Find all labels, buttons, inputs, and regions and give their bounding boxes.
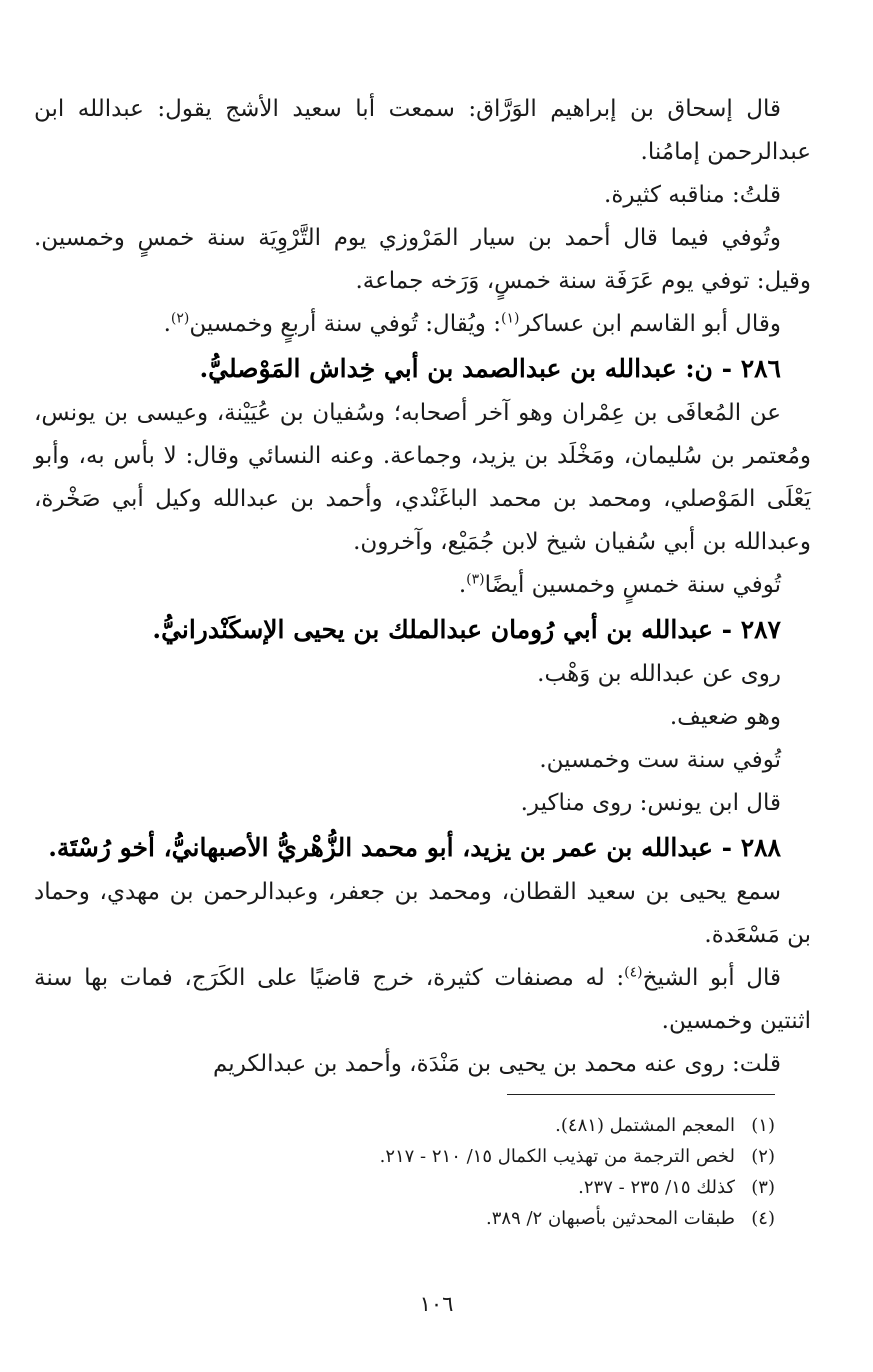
footnote-divider: [507, 1094, 775, 1095]
paragraph: تُوفي سنة ست وخمسين.: [539, 747, 781, 773]
footnote-ref: (١): [500, 310, 520, 327]
paragraph: تُوفي سنة خمسٍ وخمسين أيضًا$^{(٣)}$.: [458, 571, 781, 598]
paragraph: قلت: روى عنه محمد بن يحيى بن مَنْدَة، وأحمد بن عبدالكريم: [212, 1051, 781, 1077]
paragraph: عن المُعافَى بن عِمْران وهو آخر أصحابه؛ وسُفيان بن عُيَيْنة، وعيسى بن يونس، ومُعتمر بن سُليمان، ومَخْلَد بن يزيد، وجماعة. وعنه النسائي وقال: لا بأس به، وأبو يَعْلَى المَوْصلي، ومحمد بن محمد الباغَنْدي، وأحمد بن عبدالله وكيل أبي صَخْرة، وعبدالله بن أبي سُفيان شيخ لابن جُمَيْع، وآخرون.: [34, 400, 811, 555]
footnote: (٣)كذلك ١٥/ ٢٣٥ - ٢٣٧.: [578, 1177, 775, 1198]
paragraph: قال أبو الشيخ$^{(٤)}$: له مصنفات كثيرة، خرج قاضيًا على الكَرَج، فمات بها سنة اثنتين وخمسين.: [34, 964, 811, 1034]
footnote-ref: (٤): [624, 964, 643, 981]
paragraph: قال إسحاق بن إبراهيم الوَرَّاق: سمعت أبا سعيد الأشج يقول: عبدالله ابن عبدالرحمن إمامُنا.: [34, 96, 811, 165]
footnote: (٤)طبقات المحدثين بأصبهان ٢/ ٣٨٩.: [486, 1208, 775, 1229]
footnote-ref: (٢): [170, 310, 190, 327]
footnote-ref: (٣): [466, 571, 485, 588]
paragraph: روى عن عبدالله بن وَهْب.: [537, 661, 781, 687]
page-number: ١٠٦: [419, 1292, 454, 1316]
paragraph: وقال أبو القاسم ابن عساكر$^{(١)}$: ويُقال: تُوفي سنة أربعٍ وخمسين$^{(٢)}$.: [163, 310, 781, 337]
paragraph: قلتُ: مناقبه كثيرة.: [604, 182, 781, 208]
footnote: (١)المعجم المشتمل (٤٨١).: [555, 1115, 775, 1136]
paragraph: سمع يحيى بن سعيد القطان، ومحمد بن جعفر، وعبدالرحمن بن مهدي، وحماد بن مَسْعَدة.: [34, 879, 811, 948]
footnote: (٢)لخص الترجمة من تهذيب الكمال ١٥/ ٢١٠ - ٢١٧.: [379, 1146, 775, 1167]
entry-heading: ٢٨٦ - ن: عبدالله بن عبدالصمد بن أبي خِداش المَوْصليُّ.: [199, 354, 781, 383]
main-text: [34, 88, 811, 1086]
footnotes: [200, 1110, 775, 1234]
entry-heading: ٢٨٧ - عبدالله بن أبي رُومان عبدالملك بن يحيى الإسكَنْدرانيُّ.: [152, 615, 781, 644]
entry-heading: ٢٨٨ - عبدالله بن عمر بن يزيد، أبو محمد الزُّهْريُّ الأصبهانيُّ، أخو رُسْتَة.: [48, 833, 781, 862]
paragraph: وتُوفي فيما قال أحمد بن سيار المَرْوزي يوم التَّرْوِيَة سنة خمسٍ وخمسين. وقيل: توفي يوم عَرَفَة سنة خمسٍ، وَرَخه جماعة.: [34, 225, 811, 294]
paragraph: قال ابن يونس: روى مناكير.: [520, 790, 781, 816]
paragraph: وهو ضعيف.: [669, 704, 781, 730]
